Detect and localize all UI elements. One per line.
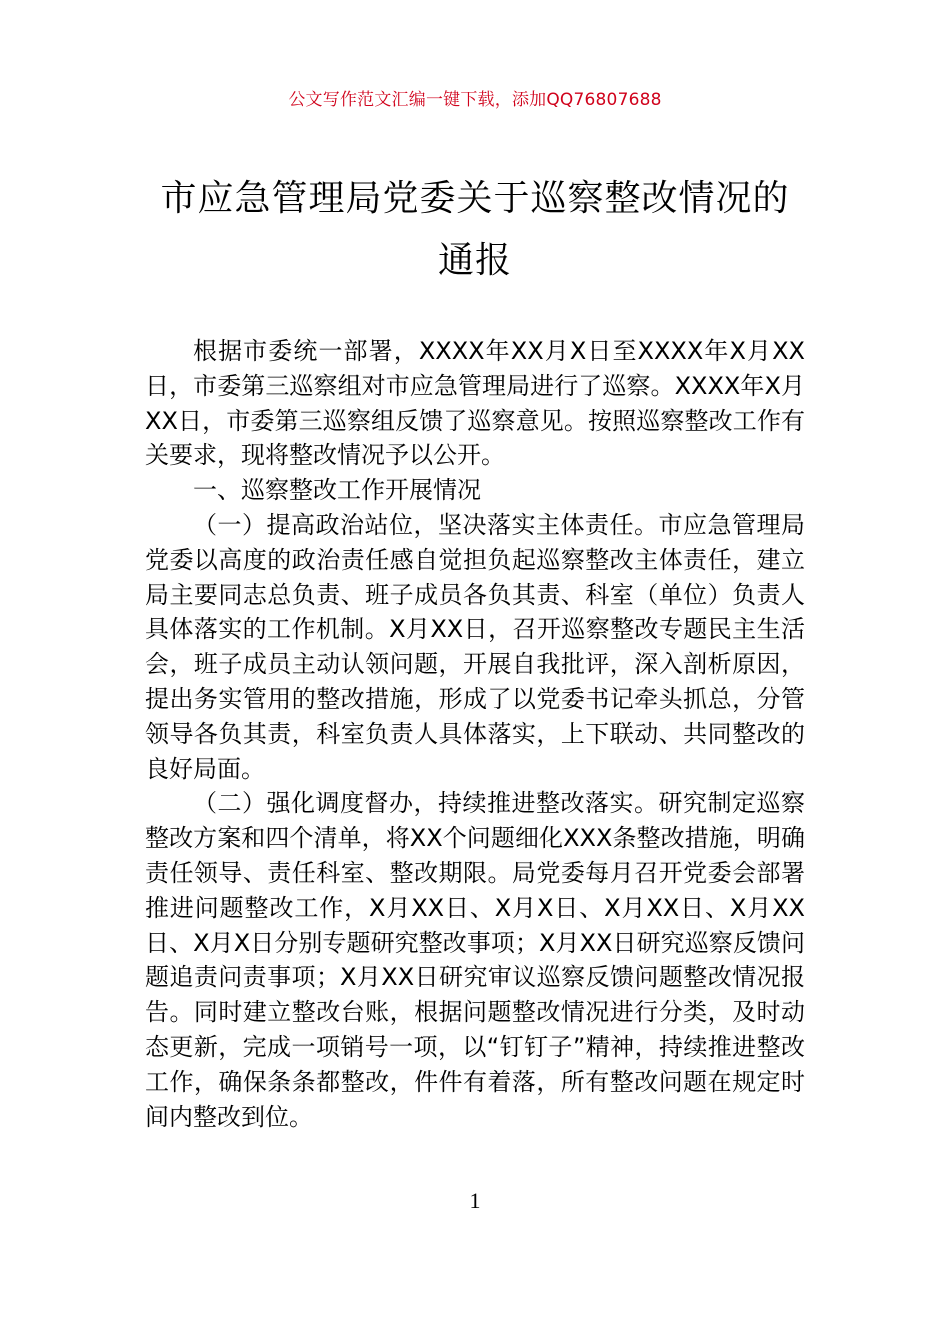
section-heading: 一、巡察整改工作开展情况: [193, 476, 481, 505]
download-banner: 公文写作范文汇编一键下载，添加QQ76807688: [288, 90, 662, 110]
document-title: 市应急管理局党委关于巡察整改情况的通报: [160, 178, 790, 281]
paragraph-item-2: （二）强化调度督办，持续推进整改落实。研究制定巡察整改方案和四个清单，将XX个问题细化XXX条整改措施，明确责任领导、责任科室、整改期限。局党委每月召开党委会部署推进问题整改工作，X月XX日、X月X日、X月XX日、X月XX日、X月X日分别专题研究整改事项；X月XX日研究巡察反馈问题追责问责事项；X月XX日研究审议巡察反馈问题整改情况报告。同时建立整改台账，根据问题整改情况进行分类，及时动态更新，完成一项销号一项，以“钉钉子”精神，持续推进整改工作，确保条条都整改，件件有着落，所有整改问题在规定时间内整改到位。: [145, 789, 805, 1131]
paragraph-intro: 根据市委统一部署，XXXX年XX月X日至XXXX年X月XX日，市委第三巡察组对市应急管理局进行了巡察。XXXX年X月XX日，市委第三巡察组反馈了巡察意见。按照巡察整改工作有关要求，现将整改情况予以公开。: [145, 337, 805, 470]
document-body: [145, 334, 805, 1134]
paragraph-item-1: （一）提高政治站位，坚决落实主体责任。市应急管理局党委以高度的政治责任感自觉担负起巡察整改主体责任，建立局主要同志总负责、班子成员各负其责、科室（单位）负责人具体落实的工作机制。X月XX日，召开巡察整改专题民主生活会，班子成员主动认领问题，开展自我批评，深入剖析原因，提出务实管用的整改措施，形成了以党委书记牵头抓总，分管领导各负其责，科室负责人具体落实，上下联动、共同整改的良好局面。: [145, 510, 805, 783]
page-number: 1: [469, 1188, 481, 1213]
